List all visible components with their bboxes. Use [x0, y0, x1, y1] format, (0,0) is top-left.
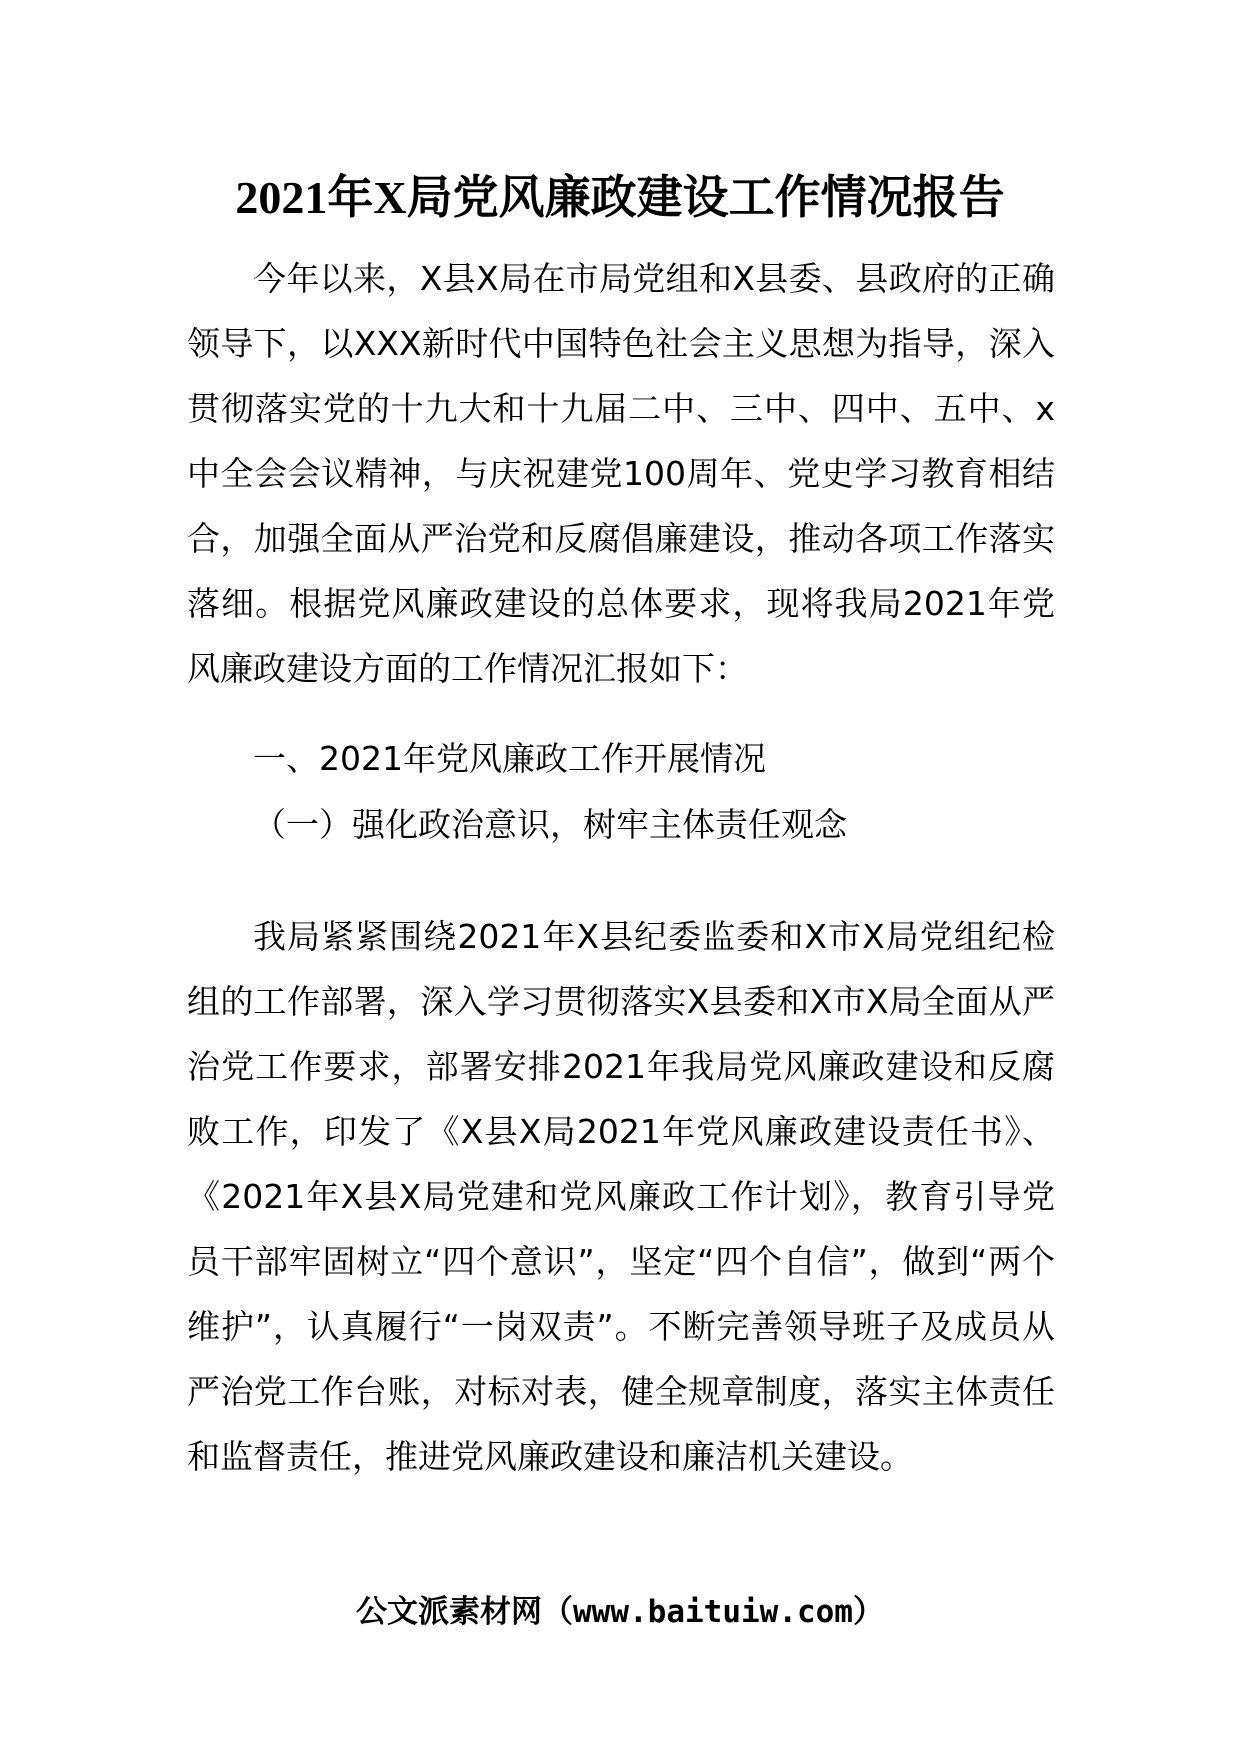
section-heading-level1: 一、2021年党风廉政工作开展情况: [253, 739, 766, 778]
document-title: 2021年X局党风廉政建设工作情况报告: [235, 172, 1005, 223]
footer-site-name: 公文派素材网: [356, 1594, 543, 1630]
footer-url: （www.baituiw.com）: [542, 1594, 884, 1630]
section-paragraph: 我局紧紧围绕2021年X县纪委监委和X市X局党组纪检组的工作部署，深入学习贯彻落实X县委和X市X局全面从严治党工作要求，部署安排2021年我局党风廉政建设和反腐败工作，印发了《X县X局2021年党风廉政建设责任书》、《2021年X县X局党建和党风廉政工作计划》，教育引导党员干部牢固树立“四个意识”，坚定“四个自信”，做到“两个维护”，认真履行“一岗双责”。不断完善领导班子及成员从严治党工作台账，对标对表，健全规章制度，落实主体责任和监督责任，推进党风廉政建设和廉洁机关建设。: [187, 917, 1055, 1476]
intro-paragraph: 今年以来，X县X局在市局党组和X县委、县政府的正确领导下，以XXX新时代中国特色社会主义思想为指导，深入贯彻落实党的十九大和十九届二中、三中、四中、五中、x中全会会议精神，与庆祝建党100周年、党史学习教育相结合，加强全面从严治党和反腐倡廉建设，推动各项工作落实落细。根据党风廉政建设的总体要求，现将我局2021年党风廉政建设方面的工作情况汇报如下：: [187, 259, 1055, 688]
section-heading-level2: （一）强化政治意识，树牢主体责任观念: [253, 805, 847, 844]
footer-watermark: [0, 1590, 1240, 1634]
